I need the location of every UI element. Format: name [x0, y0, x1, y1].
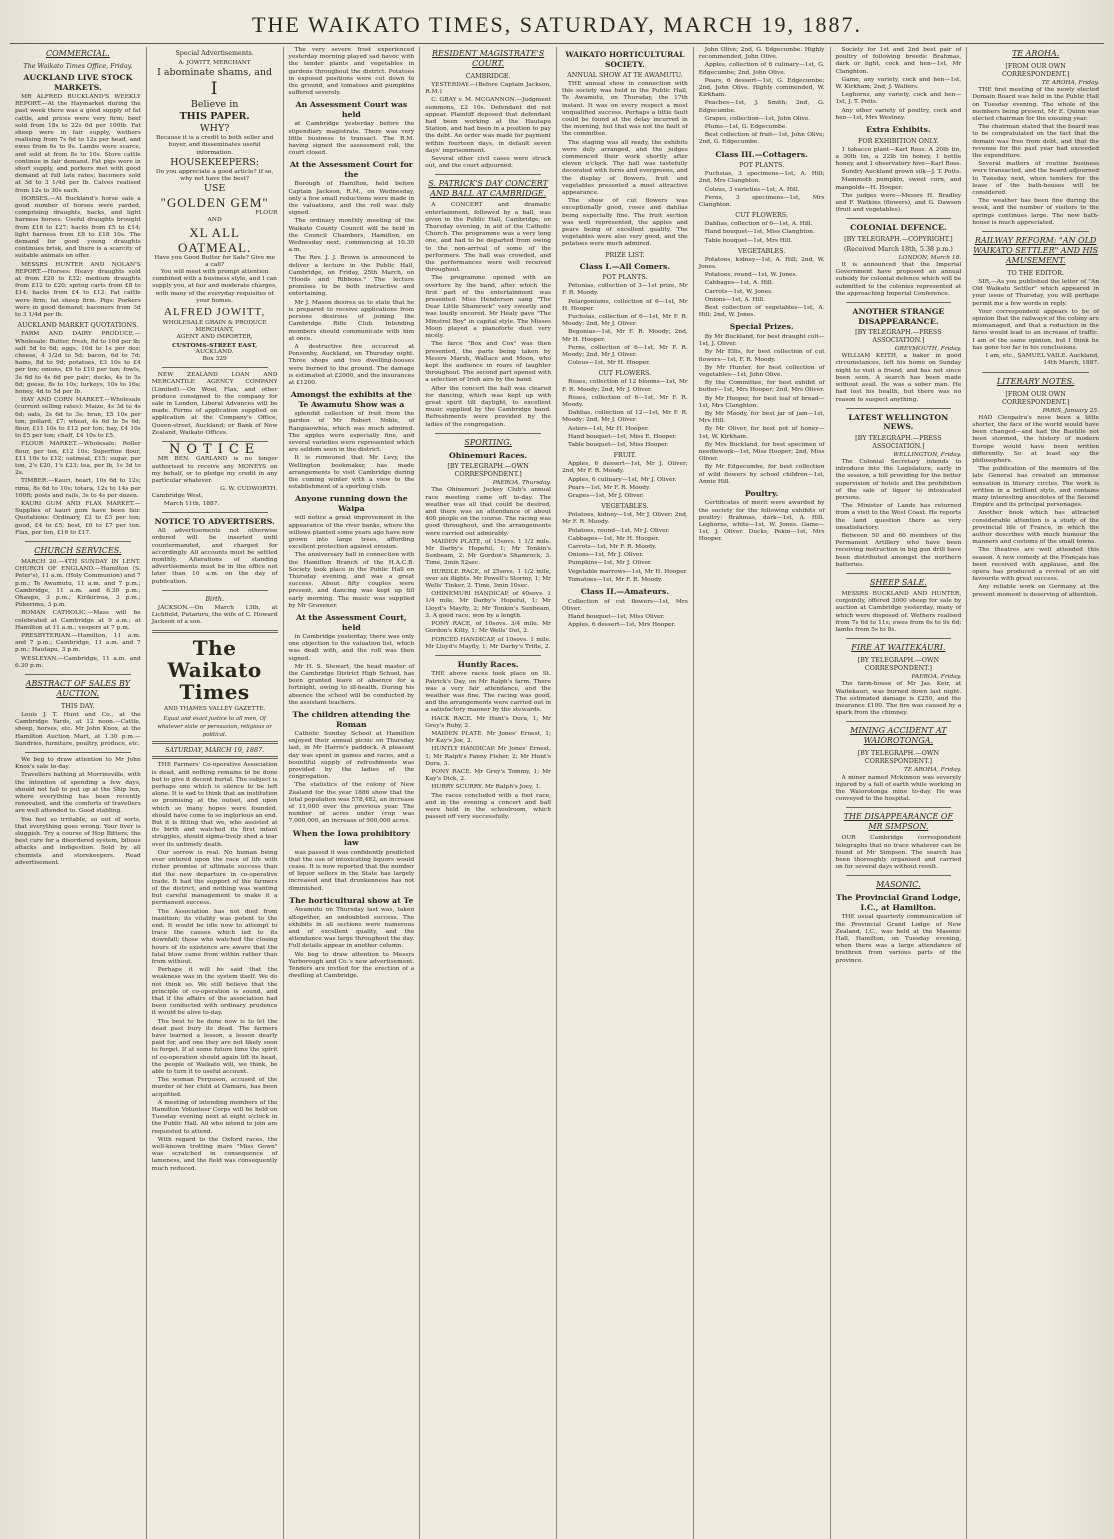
paragraph: The statistics of the colony of New Zealand for the year 1886 show that the total population was 578,482, an increase of 11,000 over the previous year. The number of acres under crop was 7,000,000, an increase of 500,000 acres. [288, 782, 415, 825]
divider [162, 512, 268, 513]
section-heading: THE DISAPPEARANCE OF MR SIMPSON. [843, 812, 954, 832]
paragraph: MESSRS HUNTER AND NOLAN'S REPORT.—Horses: Heavy draughts sold at from £20 to £32; medium draughts from £12 to £20; spring carts from £8 to £14; hacks from £4 to £12. Fat cattle were firm; fat sheep firm. Pigs: Porkers were in good demand; baconers from 3d to 3 1/4d per lb. [15, 261, 141, 319]
paragraph: Perhaps it will be said that the weakness was in the system itself. We do not think so. We still believe that the principle of co-operation is sound, and that if the affairs of the association had been conducted with ordinary prudence it would be alive to-day. [151, 967, 278, 1017]
ad-product: XL ALL OATMEAL. [177, 224, 252, 255]
dateline: WELLINGTON, Friday. [893, 451, 962, 458]
paragraph: Louis J. T. Hunt and Co., at the Cambridge Yards, at 12 noon.—Cattle, sheep, horses, etc. Mr John Knox, at the Hamilton Auction Mart, at 1.30 p.m.—Sundries, furniture, poultry, produce, etc. [15, 712, 141, 747]
divider [846, 408, 952, 409]
divider [152, 756, 278, 759]
prize-entry: Apples, 6 culinary—1st, Mr J. Oliver. [568, 476, 677, 483]
paragraph: Mr J. Mason desires us to state that he is prepared to receive applications from persons desirous of joining the Cambridge Rifle Club. Intending members should communicate with him at once. [288, 299, 415, 342]
ad-line: CUSTOMS-STREET EAST, [172, 341, 258, 349]
telegraph-tag: [BY TELEGRAPH.—COPYRIGHT.] [844, 234, 953, 243]
paragraph: I am, etc., SAMUEL VAILE. Auckland, 14th March, 1887. [985, 353, 1099, 367]
paragraph: OHINEMURI HANDICAP, of 40sovs. 1 1/4 mile. Mr Darby's Hopeful, 1; Mr Lloyd's Mayfly, 2; Mr Tonkin's Sunbeam, 3. A good race; won by a length. [425, 591, 551, 619]
column-4 [420, 47, 557, 1539]
masthead: THE WAIKATO TIMES, SATURDAY, MARCH 19, 1887. [10, 8, 1104, 44]
divider [846, 302, 952, 303]
section-heading: FIRE AT WAITEKAURI. [851, 643, 946, 653]
prize-entry: Roses, collection of 6—1st, Mr F. R. Moody. [562, 394, 688, 409]
paragraph: The farce "Box and Cox" was then presented, the parts being taken by Messrs Marsh, Wallace and Moon, who kept the audience in roars of laughter throughout. The second part opened with a selection of Irish airs by the band. [425, 341, 551, 384]
ad-line: AND [207, 217, 222, 224]
paragraph: Borough of Hamilton, held before Captain Jackson, R.M., on Wednesday, only a few small reductions were made in the valuations, and the roll was duly signed. [288, 181, 415, 217]
paragraph: Any reliable work on Germany at the present moment is deserving of attention. [972, 584, 1099, 598]
divider [435, 433, 541, 434]
news-heading: The children attending the Roman [292, 710, 411, 729]
section-heading: SHEEP SALE. [869, 577, 927, 587]
paragraph: The best to be done now is to let the dead past bury its dead. The farmers have learned a lesson, a lesson dearly paid for, and one they are not likely soon to forget. If at some future time the spirit of co-operation should again lift its head, the people of Waikato will, we think, be able to turn it to useful account. [151, 1018, 278, 1075]
paragraph: ROMAN CATHOLIC.—Mass will be celebrated at Cambridge at 9 a.m.; at Hamilton at 11 a.m.; vespers at 7 p.m. [15, 610, 141, 631]
news-heading: At the Assessment Court for the [289, 160, 413, 179]
article-heading: The Provincial Grand Lodge, I.C., at Hamilton. [835, 893, 961, 912]
subheading: PRIZE LIST. [605, 250, 645, 259]
paragraph: C. GRAY v. M. MCGANNON.—Judgment summons, £2 10s. Defendant did not appear. Plaintiff deposed that defendant had been working at the Hautapu Station, and had been in a position to pay the debt. An order was made for payment within fourteen days, in default seven days' imprisonment. [425, 97, 551, 154]
prize-entry: Best collection of fruit—1st, John Olive; 2nd, G. Edgecumbe. [698, 132, 825, 146]
class-heading: Class III.—Cottagers. [715, 149, 808, 159]
ad-name: A. JOWITT, MERCHANT [178, 60, 251, 66]
prize-entry: Pears—1st, Mr F. R. Moody. [568, 484, 651, 491]
section-heading: COMMERCIAL. [45, 49, 110, 58]
paragraph: SIR,—As you published the letter of "An Old Waikato Settler" which appeared in your issue of Thursday, you will perhaps permit me a few words in reply. [972, 279, 1099, 307]
divider [846, 638, 952, 639]
section-heading: RESIDENT MAGISTRATE'S COURT. [432, 49, 545, 68]
paragraph: MESSRS BUCKLAND AND HUNTER, conjointly, offered 3000 sheep for sale by auction at Cambridge yesterday, many of which were disposed of. Wethers realised from 7s 6d to 11s; ewes from 6s to 9s 6d; lambs from 5s to 8s. [835, 590, 962, 633]
paragraph: splendid collection of fruit from the garden of Mr Robert Noble, of Rangiaowhia, which was much admired. The apples were especially fine, and several varieties were represented which are seldom seen in the district. [288, 411, 415, 454]
prize-entry: Fuchsias, collection of 6—1st, Mr F. R. Moody; 2nd, Mr J. Oliver. [562, 313, 688, 328]
paragraph: We beg to draw attention to Messrs Yarborough and Co.'s new advertisement. Tenders are invited for the erection of a dwelling at Cambridge. [288, 951, 415, 980]
divider [25, 752, 131, 753]
notice-place: Cambridge West, [151, 493, 204, 500]
prize-entry: Potatoes, round—1st, W. Jones. [704, 272, 798, 279]
paragraph: 1 tobacco plant—Karl Ross. A 20lb tin, a 30lb tin, a 22lb tin honey, 1 bottle honey, and 1 observatory hive—Karl Ross. [835, 146, 962, 167]
class-heading: Special Prizes. [729, 322, 794, 332]
paragraph: The races concluded with a foot race, and in the evening a concert and ball were held in the schoolroom, which passed off very successfully. [425, 792, 551, 821]
paragraph: MARCH 20.—4TH SUNDAY IN LENT. CHURCH OF ENGLAND.—Hamilton (S. Peter's), 11 a.m. (Holy Communion) and 7 p.m.; Te Awamutu, 11 a.m. and 7 p.m.; Cambridge, 11 a.m. and 6.30 p.m.; Ohaupo, 3 p.m.; Kirikiriroa, 3 p.m.; Pukerimu, 3 p.m. [15, 558, 141, 609]
telegraph-tag: [BY TELEGRAPH.—OWN CORRESPONDENT.] [447, 462, 529, 479]
prize-entry: Pelargoniums, collection of 6—1st, Mr H. Hooper. [562, 298, 688, 312]
newspaper-title: The Waikato Times [167, 636, 262, 705]
dateline: LONDON, March 18. [898, 254, 962, 261]
column-5 [557, 47, 694, 1539]
prize-entry: Dahlias, collection of 12—1st, Mr F. R. Moody; 2nd, Mr J. Oliver. [562, 410, 688, 424]
divider [846, 721, 952, 722]
telegraph-tag: [FROM OUR OWN CORRESPONDENT.] [1002, 62, 1070, 78]
paragraph: Another book which has attracted considerable attention is a study of the provincial life of France, in which the author describes with much humour the manners and customs of the small towns. [972, 510, 1099, 546]
paragraph: Travellers bathing at Morrinsville, with the intention of spending a few days, should not fail to put up at the Ship Inn, where everything has been recently renovated, and the comforts of travellers are well attended to. Good stabling. [15, 772, 141, 815]
paragraph: It is announced that the Imperial Government have proposed an annual subsidy for colonial defence which will be submitted to the colonies represented at the approaching Imperial Conference. [835, 262, 962, 297]
subheading: FOR EXHIBITION ONLY. [857, 136, 939, 145]
prize-entry: Apples, collection of 6 culinary—1st, G. Edgecumbe; 2nd, John Olive. [698, 62, 825, 76]
paragraph: A meeting of intending members of the Hamilton Volunteer Corps will be held on Tuesday evening next at eight o'clock in the Public Hall. All who intend to join are requested to attend. [151, 1099, 278, 1135]
paragraph: PONY RACE. Mr Grey's Tommy, 1; Mr Kay's Dick, 2. [425, 769, 551, 783]
dateline: GREYMOUTH, Friday. [894, 346, 962, 353]
prize-entry: Fuchsias, 3 specimens—1st, A. Hill; 2nd, Mrs Clanghton. [698, 171, 825, 185]
telegraph-tag: [BY TELEGRAPH.—OWN CORRESPONDENT.] [857, 749, 940, 766]
paragraph: The anniversary ball in connection with the Hamilton Branch of the H.A.C.B. Society took place in the Public Hall on Thursday evening, and was a great success. About fifty couples were present, and dancing was kept up till early morning. The music was supplied by Mr Gravener. [288, 552, 415, 609]
notice-date: March 11th, 1887. [163, 500, 220, 507]
paragraph: The staging was all ready, the exhibits were duly arranged, and the judges commenced their work shortly after eleven o'clock. The hall was tastefully decorated with ferns and evergreens, and the display of flowers, fruit and vegetables presented a most attractive appearance. [562, 139, 688, 197]
paragraph: The Rev. J. J. Brown is announced to deliver a lecture in the Public Hall, Cambridge, on Friday, 25th March, on "Hoods and Ribbons." The lecture promises to be both instructive and entertaining. [288, 255, 415, 298]
divider [846, 807, 952, 808]
telegraph-tag: [BY TELEGRAPH.—PRESS ASSOCIATION.] [855, 433, 942, 450]
prize-entry: Game, any variety, cock and hen—1st, W. Kirkham; 2nd, J. Walters. [835, 76, 962, 91]
paragraph: The Ohinemuri Jockey Club's annual race meeting came off to-day. The weather was all that could be desired, and there was an attendance of about 400 people on the course. The racing was good throughout, and the arrangements were carried out admirably. [425, 487, 551, 537]
paragraph: Our sorrow is real. No human being ever entered upon the race of life with richer promise of ultimate success than did the new departure in co-operative trade. It had the support of the farmers of the district, and nothing was wanting but careful management to make it a permanent success. [151, 849, 278, 907]
paragraph: WESLEYAN.—Cambridge, 11 a.m. and 6.30 p.m. [15, 655, 141, 669]
section-heading: S. PATRICK'S DAY CONCERT AND BALL AT CAMBRIDGE. [428, 179, 548, 199]
paragraph: HUNTLY HANDICAP. Mr Jones' Ernest, 1; Mr Ralph's Fanny Fisher, 2; Mr Hunt's Dora, 3. [425, 746, 551, 767]
prize-entry: Grapes, collection—1st, John Olive. [704, 115, 811, 122]
paragraph: Catholic Sunday School at Hamilton enjoyed their annual picnic on Thursday last, in Mr Harris's paddock. A pleasant day was spent in games and races, and a bountiful supply of refreshments was provided by the ladies of the congregation. [288, 731, 415, 781]
subheading: THIS DAY. [61, 702, 95, 711]
paragraph: The weather has been fine during the week, and the number of visitors to the springs continues large. The new bath-house is much appreciated. [972, 198, 1099, 226]
ad-name: ALFRED JOWITT, [164, 306, 266, 319]
paragraph: HACK RACE. Mr Hunt's Dora, 1; Mr Grey's Ruby, 2. [425, 715, 551, 729]
paragraph: The Minister of Lands has returned from a visit to the West Coast. He reports the land question there as very unsatisfactory. [835, 503, 962, 531]
subheading: Birth. [205, 594, 224, 603]
prize-entry: Tomatoes—1st, Mr F. R. Moody. [568, 576, 663, 583]
paragraph: PRESBYTERIAN.—Hamilton, 11 a.m. and 7 p.m.; Cambridge, 11 a.m. and 7 p.m.; Hautapu, 3 p.m. [15, 633, 141, 654]
prize-entry: By Mr Edgecumbe, for best collection of wild flowers by school children—1st, Annie Hill. [698, 464, 825, 485]
paragraph: Your correspondent appears to be of opinion that the railways of the colony are mismanaged, and that a reduction in the fares would lead to an increase of traffic. I am of the same opinion, but I think he has gone too far in his conclusions. [972, 308, 1099, 351]
ad-line: WHY? [199, 123, 230, 135]
column-8 [967, 47, 1104, 1539]
paragraph: The judges were—Messrs H. Bradley and F. Watkins (flowers), and G. Dawson (fruit and vegetables). [835, 192, 962, 214]
column-6 [694, 47, 831, 1539]
telegraph-tag: (Received March 18th, 5.38 p.m.) [843, 244, 953, 253]
prize-entry: Pears, 6 dessert—1st, G. Edgecumbe; 2nd, John Olive. Highly commended, W. Kirkham. [698, 77, 825, 99]
divider [25, 674, 131, 675]
prize-entry: Potatoes, kidney—1st, A. Hill; 2nd, W. Jones. [698, 256, 825, 270]
paragraph: MR ALFRED BUCKLAND'S WEEKLY REPORT.—At the Haymarket during the past week there was a good supply of fat cattle, and prices were very firm; beef sold from 18s to 22s 6d per 100lb. Fat sheep were in fair supply, wethers realising from 7s 6d to 12s per head, and ewes from 6s to 9s. Lambs were scarce, and sold at from 8s to 10s. Store cattle continue in fair demand. Fat pigs were in short supply, and porkers met with good demand at full late rates; baconers sold at 3d to 3 1/4d per lb. Calves realised from 12s to 30s each. [15, 94, 141, 194]
subheading: VEGETABLES. [737, 246, 786, 255]
dateline: TE AROHA, Friday. [904, 767, 962, 774]
paragraph: OUR Cambridge correspondent telegraphs that no trace whatever can be found of Mr Simpson. The search has been thoroughly organised and carried on for several days without result. [835, 835, 962, 871]
paragraph: You feel so irritable, so out of sorts, that everything goes wrong. Your liver is sluggish. Try a course of Hop Bitters; the best cure for a disordered system, bilious attacks and indigestion. Sold by all chemists and storekeepers. Read advertisement. [15, 816, 141, 866]
paragraph: Several other civil cases were struck out, and the court adjourned. [425, 156, 551, 170]
paragraph: FARM AND DAIRY PRODUCE.—Wholesale: Butter, fresh, 8d to 10d per lb; salt 5d to 6d; eggs, 10d to 1s per doz; cheese, 4 1/2d to 5d; bacon, 6d to 7d; hams, 8d to 9d; potatoes, £3 10s to £4 per ton; onions, £9 to £10 per ton; fowls, 3s 6d to 4s 6d per pair; ducks, 4s to 5s 6d; geese, 8s to 10s; turkeys, 10s to 16s; honey, 4d to 5d per lb. [15, 331, 141, 395]
article-heading: ANOTHER STRANGE DISAPPEARANCE. [852, 307, 945, 326]
prize-entry: Carrots—1st, W. Jones. [704, 288, 773, 295]
ad-text: You will meet with prompt attention combined with a business style, and I can supply you, at fair and moderate charges, with many of the everyday requisites of your homes. [152, 269, 278, 304]
news-heading: When the Iowa prohibitory law [292, 828, 411, 848]
section-heading: LITERARY NOTES. [996, 376, 1075, 386]
ad-line: USE [203, 183, 226, 195]
paragraph: The Colonial Secretary intends to introduce into the Legislature, early in the session, a bill providing for the better supervision of hotels and the prohibition of the sale of liquor to intoxicated persons. [835, 458, 962, 501]
paragraph: The farm-house of Mr Jas. Keir, at Waitekauri, was burned down last night. The estimated damage is £250, and the insurance £100. The fire was caused by a spark from the chimney. [835, 681, 962, 717]
divider [162, 590, 268, 591]
prize-entry: Leghorns, any variety, cock and hen—1st, J. T. Potts. [835, 92, 962, 106]
divider [846, 218, 952, 219]
paragraph: was passed it was confidently predicted that the use of intoxicating liquors would cease. It is now reported that the number of liquor sellers in the State has largely increased and that drunkenness has not diminished. [288, 849, 415, 892]
ad-text: Because it is a credit to both seller and buyer, and disseminates useful information. [156, 135, 274, 156]
prize-entry: Vegetable marrows—1st, Mr H. Hooper. [568, 568, 688, 575]
prize-entry: Table bouquet—1st, Mrs Hill. [704, 237, 793, 244]
prize-entry: Ferns, collection of 6—1st, Mr F. R. Moody; 2nd, Mr J. Oliver. [562, 344, 688, 358]
ad-product: "GOLDEN GEM" [160, 195, 269, 211]
divider [846, 875, 952, 876]
paragraph: Mammoth pumpkin, sweet corn, and mangolds—H. Hooper. [835, 177, 962, 191]
prize-entry: Hand bouquet—1st, Miss E. Hooper. [568, 433, 677, 440]
newspaper-motto: Equal and exact justice to all men, Of whatever state or persuasion, religious or political. [157, 716, 272, 739]
prize-entry: Plums—1st, G. Edgecumbe. [704, 124, 788, 131]
paragraph: Mr H. S. Stewart, the head master of the Cambridge District High School, has been granted leave of absence for a fortnight, owing to ill-health. During his absence the school will be conducted by the assistant teachers. [288, 663, 415, 706]
subheading: CUT FLOWERS. [735, 211, 788, 220]
paragraph: NEW ZEALAND LOAN AND MERCANTILE AGENCY COMPANY (Limited).—On Wool, Flax, and other produce consigned to the company for sale in London, Liberal Advances will be made. Forms of application supplied on application at the Company's Office, Queen-street, Auckland; or Bank of New Zealand, Waikato Offices. [151, 372, 278, 436]
paragraph: KAURI GUM AND FLAX MARKET.—Supplies of kauri gum have been fair. Quotations: Ordinary, £2 to £3 per ton; good, £4 to £5; best, £6 to £7 per ton. Flax, per ton, £16 to £17. [15, 500, 141, 536]
subheading: ANNUAL SHOW AT TE AWAMUTU. [567, 71, 683, 79]
article-heading: Huntly Races. [457, 659, 519, 669]
paragraph: JACKSON.—On March 13th, at Lichfield, Putaruru, the wife of C. Howard Jackson of a son. [151, 604, 278, 626]
ad-text: Have you Good Butter for Sale? Give me a call? [154, 254, 276, 268]
prize-entry: Carrots—1st, Mr F. R. Moody. [568, 544, 657, 551]
subheading: FRUIT. [613, 451, 637, 460]
subheading: VEGETABLES. [601, 502, 649, 511]
prize-entry: Pumpkins—1st, Mr J. Oliver. [568, 560, 652, 567]
paragraph: The ordinary monthly meeting of the Waikato County Council will be held in the Council Chambers, Hamilton, on Wednesday next, commencing at 10.30 a.m. [288, 218, 415, 254]
paragraph: HORSES.—At Buckland's horse sale a good number of horses were yarded, comprising draughts, hacks, and light harness horses. Useful draughts brought from £16 to £27; hacks from £5 to £14; light harness from £8 to £18 10s. The demand for good young draughts continues brisk, and there is a scarcity of suitable animals on offer. [15, 195, 141, 260]
paragraph: The show of cut flowers was exceptionally good, roses and dahlias being especially fine. The fruit section was well represented, the apples and pears being of excellent quality. The vegetables were also very good, and the potatoes were much admired. [562, 198, 688, 248]
class-heading: Class I.—All Comers. [579, 261, 671, 271]
paragraph: The programme opened with an overture by the band, after which the first part of the entertainment was presented. Miss Henderson sang "The Dear Little Shamrock" very sweetly and was loudly encored. Mr Healy gave "The Minstrel Boy" in capital style. The Misses Moon played a pianoforte duet very nicely. [425, 275, 551, 340]
paragraph: HAD Cleopatra's nose been a little shorter, the face of the world would have been changed—and had the Bastille not been stormed, the history of modern Europe would have been written differently. So at least say the philosophers. [972, 414, 1099, 464]
paragraph: The woman Ferguson, accused of the murder of her child at Oamaru, has been acquitted. [151, 1077, 278, 1098]
paragraph: It is rumoured that Mr Levy, the Wellington bookmaker, has made arrangements to visit Cambridge during the coming winter with a view to the establishment of a sporting club. [288, 455, 415, 491]
dateline: PAEROA, Friday. [911, 674, 962, 681]
prize-entry: By Mr Moody, for best jar of jam—1st, Mrs Hill. [698, 410, 825, 425]
issue-date: SATURDAY, MARCH 19, 1887. [165, 746, 265, 755]
section-heading: ABSTRACT OF SALES BY AUCTION. [25, 679, 131, 699]
paragraph: THE annual show in connection with this society was held in the Public Hall, Te Awamutu, on Thursday, the 17th instant. It was on every respect a most unqualified success. Perhaps a little fault could be found at the delay incurred in the morning, but that was not the fault of the committee. [562, 81, 688, 138]
prize-entry: Cabbages—1st, Mr H. Hooper. [568, 535, 660, 542]
paragraph: in Cambridge yesterday, there was only one objection to the valuation list, which was dealt with, and the roll was then signed. [288, 634, 415, 662]
section-heading: MASONIC. [876, 880, 921, 890]
ad-text: Do you appreciate a good article? If so, why not have the best? [155, 168, 274, 183]
ad-line: HOUSEKEEPERS: [170, 156, 259, 168]
paragraph: The Association has not died from inanition; its vitality was potent to the end. It would be idle now to attempt to trace the causes which led to its downfall; those who watched the closing hours of its existence are aware that the fatal blow came from within rather than from without. [151, 908, 278, 965]
ad-line: WHOLESALE GRAIN & PRODUCE MERCHANT, [162, 320, 267, 334]
news-heading: An Assessment Court was held [295, 100, 408, 119]
news-heading: At the Assessment Court, held [296, 613, 407, 632]
columns [10, 47, 1104, 1539]
prize-entry: Dahlias, collection of 6—1st, A. Hill. [704, 221, 813, 228]
prize-entry: Coleus—1st, Mr H. Hooper. [568, 360, 651, 367]
paragraph: THE Farmers' Co-operative Association is dead, and nothing remains to be done but to give it decent burial. The subject is perhaps one which is silence to be left alone. It is sad to think that an institution so promising at the outset, and upon which so many hopes were founded, should have come to so inglorious an end. But it is fitting that we, who assisted at its birth and watched its first infant struggles, should sigma-tively shed a tear over its untimely death. [151, 762, 278, 848]
divider [152, 630, 278, 633]
paragraph: HURDLE RACE, of 25sovs. 1 1/2 mile, over six flights. Mr Powell's Stormy, 1; Mr Wells' Tinker, 2. Time, 3min 10sec. [425, 568, 551, 590]
advertisement-jowitt [152, 60, 278, 363]
paragraph: WILLIAM KEITH, a baker in good circumstances, left his home on Sunday night to visit a friend, and has not since been seen. A search has been made without avail. He was a sober man. He had lost his health, but there was no reason to suspect anything. [835, 353, 962, 403]
class-heading: Class II.—Amateurs. [580, 587, 670, 597]
prize-entry: By Mr Hunter, for best collection of vegetables—1st, John Olive. [698, 364, 825, 378]
ad-line: FLOUR [255, 210, 278, 217]
subheading: AUCKLAND MARKET QUOTATIONS. [17, 321, 139, 330]
subheading: POT PLANTS. [602, 273, 648, 282]
prize-entry: By Mr Buckland, for best draught colt—1st, J. Oliver. [698, 333, 825, 348]
prize-entry: Cabbages—1st, A. Hill. [704, 280, 774, 287]
column-3 [284, 47, 421, 1539]
paragraph: A miner named Mckinnon was severely injured by a fall of earth while working in the Waiorotonga mine to-day. He was conveyed to the hospital. [835, 774, 962, 803]
prize-entry: Roses, collection of 12 blooms—1st, Mr F. R. Moody; 2nd, Mr J. Oliver. [562, 379, 688, 393]
dateline: PAEROA, Thursday. [492, 480, 551, 487]
paragraph: All advertisements not otherwise ordered will be inserted until countermanded, and charged for accordingly. All accounts must be settled monthly. Alterations of standing advertisements must be in the office not later than 10 a.m. on the day of publication. [151, 528, 278, 585]
ad-big-letter: I [210, 79, 219, 100]
paragraph: HAY AND CORN MARKET.—Wholesale (current selling rates): Maize, 4s 3d to 4s 6d; oats, 2s 6d to 3s; bran, £5 10s per ton; pollard, £7; wheat, 4s 6d to 5s 6d; flour, £11 10s to £12 per ton; hay, £4 10s to £5 per ton; chaff, £4 10s to £5. [15, 397, 141, 440]
paragraph: HURRY SCURRY. Mr Ralph's Joey, 1. [431, 784, 541, 791]
paragraph: MR BEN. GARLAND is no longer authorised to receive any MONEYS on my behalf, or to pledge my credit in any particular whatever. [151, 456, 278, 484]
article-heading: NOTICE TO ADVERTISERS. [154, 516, 275, 526]
paragraph: The theatres are well attended this season. A new comedy at the Français has been received with applause, and the opera has produced a revival of an old favourite with great success. [972, 547, 1099, 583]
article-heading: Ohinemuri Races. [448, 450, 528, 460]
dateline: PARIS, January 25. [1042, 407, 1099, 414]
prize-entry: Petunias, collection of 3—1st prize, Mr F. R. Moody. [562, 283, 688, 297]
divider [982, 231, 1089, 232]
section-heading: MINING ACCIDENT AT WAIOROTONGA. [850, 726, 947, 746]
prize-entry: Apples, 6 dessert—1st, Mrs Hooper. [568, 622, 676, 629]
paragraph: THE usual quarterly communication of the Provincial Grand Lodge of New Zealand, I.C., was held at the Masonic Hall, Hamilton, on Tuesday evening, when there was a large attendance of brethren from various parts of the province. [835, 914, 962, 964]
prize-entry: Society for 1st and 2nd best pair of poultry of following breeds: Brahmas, dark or light, cock and hen—1st, Mr Clanghton. [835, 47, 962, 75]
prize-entry: By Mr Ellis, for best collection of cut flowers—1st, F. R. Moody. [698, 349, 825, 363]
section-heading: TE AROHA. [1011, 49, 1060, 58]
section-heading: CHURCH SERVICES. [34, 545, 122, 555]
subheading: CAMBRIDGE. [465, 72, 511, 80]
news-heading: Amongst the exhibits at the Te Awamutu Show was a [290, 390, 412, 409]
prize-entry: Hand bouquet—1st, Miss Clanghton. [704, 229, 815, 236]
subheading: TO THE EDITOR. [1007, 269, 1064, 278]
prize-entry: Onions—1st, A. Hill. [704, 296, 766, 303]
paragraph: will notice a great improvement in the appearance of the river banks, where the willows planted some years ago have now grown into large trees, affording excellent protection against erosion. [288, 515, 415, 551]
prize-entry: Ferns, 3 specimens—1st, Mrs Clanghton. [698, 194, 825, 208]
ad-line: AGENT AND IMPORTER, [176, 334, 253, 341]
prize-entry: Asters—1st, Mr H. Hooper. [568, 425, 649, 432]
prize-entry: Best collection of vegetables—1st, A. Hill; 2nd, W. Jones. [698, 304, 825, 319]
news-heading: The horticultural show at Te [289, 895, 414, 905]
paragraph: The chairman stated that the board was to be congratulated on the fact that the domain was free from debt, and that the revenue for the past year had exceeded the expenditure. [972, 124, 1099, 160]
telegraph-tag: [FROM OUR OWN CORRESPONDENT.] [1002, 389, 1070, 406]
paragraph: Sundry Auckland grown silk—J. T. Potts. [841, 169, 962, 176]
paragraph: THE above races took place on St. Patrick's Day, on Mr Ralph's farm. There was a very fair attendance, and the weather was fine. The racing was good, and the arrangements were carried out in a satisfactory manner by the stewards. [425, 671, 551, 714]
column-2 [147, 47, 284, 1539]
prize-entry: Collection of cut flowers—1st, Mrs Oliver. [562, 598, 688, 612]
paragraph: The publication of the memoirs of the late General has created an immense sensation in literary circles. The work is written in a brilliant style, and contains many interesting anecdotes of the Second Empire and its principal personages. [972, 466, 1099, 509]
paragraph: Awamutu on Thursday last was, taken altogether, an undoubted success. The exhibits in all sections were numerous and of excellent quality, and the attendance was large throughout the day. Full details appear in another column. [288, 907, 415, 950]
column-1 [10, 47, 147, 1539]
paragraph: FORCED HANDICAP, of 10sovs. 1 mile. Mr Lloyd's Mayfly, 1; Mr Darby's Trifle, 2. [425, 636, 551, 650]
article-heading: WAIKATO HORTICULTURAL SOCIETY. [565, 50, 685, 69]
ad-line: Box 329 [202, 356, 227, 363]
prize-entry: Grapes—1st, Mr J. Oliver. [568, 493, 644, 500]
newspaper-subtitle: AND THAMES VALLEY GAZETTE. [163, 706, 266, 713]
section-heading: Special Advertisements. [175, 49, 254, 57]
paragraph: We beg to draw attention to Mr John Knox's sale to-day. [15, 757, 141, 771]
paragraph: With regard to the Oxford races, the well-known trotting mare "Miss Gown" was scratched in consequence of lameness, and the field was consequently much reduced. [151, 1136, 278, 1172]
paragraph: YESTERDAY.—(Before Captain Jackson, R.M.) [425, 82, 551, 96]
paragraph: THE first meeting of the newly elected Domain Board was held in the Public Hall on Tuesday evening. The whole of the members being present, Mr E. Quinn was elected chairman for the ensuing year. [972, 87, 1099, 123]
prize-entry: Potatoes, round—1st, Mr J. Oliver. [568, 527, 670, 534]
article-heading: Extra Exhibits. [866, 125, 931, 135]
ad-line: I abominate shams, and [157, 67, 273, 79]
prize-entry: Apples, 6 dessert—1st, Mr J. Oliver; 2nd, Mr F. R. Moody. [562, 461, 688, 475]
subheading: POT PLANTS. [739, 161, 785, 170]
dateline: TE AROHA, Friday. [1041, 80, 1099, 86]
prize-entry: Onions—1st, Mr J. Oliver. [568, 552, 644, 559]
notice-heading: NOTICE [168, 442, 261, 458]
divider [846, 573, 952, 574]
section-heading: RAILWAY REFORM: "AN OLD WAIKATO SETTLER" AND HIS AMUSEMENT. [973, 236, 1099, 266]
prize-entry: By Mr Hooper, for best loaf of bread—1st, Mrs Clanghton. [698, 395, 825, 409]
telegraph-tag: [BY TELEGRAPH.—PRESS ASSOCIATION.] [855, 328, 942, 345]
article-heading: LATEST WELLINGTON NEWS. [848, 412, 949, 432]
news-heading: Anyone running down the Waipa [295, 494, 408, 513]
ad-line: THIS PAPER. [179, 111, 250, 123]
prize-entry: Peaches—1st, J. Smith; 2nd, G. Edgecumbe. [698, 100, 825, 114]
paragraph: at Cambridge yesterday before the stipendiary magistrate. There was very little business to transact. The R.M. having signed the assessment roll, the court closed. [288, 121, 415, 157]
paragraph: TIMBER.—Kauri, heart, 10s 6d to 12s; rimu, 8s 6d to 10s; totara, 12s to 14s per 100ft; posts and rails, 3s to 4s per dozen. [15, 478, 141, 499]
divider [435, 655, 541, 656]
paragraph: A destructive fire occurred at Ponsonby, Auckland, on Thursday night. Three shops and two dwelling-houses were burned to the ground. The damage is estimated at £2000, and the insurances at £1200. [288, 343, 415, 386]
paragraph: MAIDEN PLATE. Mr Jones' Ernest, 1; Mr Kay's Joe, 2. [425, 731, 551, 745]
prize-entry: Certificates of merit were awarded by the society for the following exhibits of poultry: Brahmas, dark—1st, A. Hill. Leghorns, white—1st, W. Jones. Game—1st, J. Oliver. Ducks, Pekin—1st, Mrs Hooper. [698, 500, 825, 543]
paragraph: The very severe frost experienced yesterday morning played sad havoc with the tender plants and vegetables in gardens throughout the district. Potatoes in exposed positions were cut down to the ground, and tomatoes and pumpkins suffered severely. [288, 47, 415, 97]
telegraph-tag: [BY TELEGRAPH.—OWN CORRESPONDENT.] [857, 656, 940, 673]
divider [25, 541, 131, 542]
divider [982, 372, 1089, 373]
prize-entry: By Mrs Buckland, for best specimen of needlework—1st, Miss Hooper; 2nd, Miss Oliver. [698, 441, 825, 463]
divider [435, 174, 541, 175]
prize-entry: Begonias—1st, Mr F. R. Moody; 2nd, Mr H. Hooper. [562, 329, 688, 343]
divider [162, 367, 268, 368]
paragraph: MAIDEN PLATE, of 15sovs. 1 1/2 mile. Mr Darby's Hopeful, 1; Mr Tonkin's Sunbeam, 2; Mr Gordon's Shamrock, 3. Time, 2min 52sec. [425, 538, 551, 567]
section-heading: SPORTING. [464, 437, 512, 447]
prize-entry: Hand bouquet—1st, Miss Oliver. [568, 613, 665, 620]
paragraph: FLOUR MARKET.—Wholesale: Roller flour, per ton, £12 10s; Superfine flour, £11 10s to £12; oatmeal, £15; sugar, per ton, 2's £20, 1's £23; tea, per lb, 1s 3d to 2s. [15, 441, 141, 477]
article-heading: AUCKLAND LIVE STOCK MARKETS. [23, 73, 133, 92]
prize-entry: Table bouquet—1st, Miss Hooper. [568, 442, 669, 449]
paragraph: After the concert the hall was cleared for dancing, which was kept up with great spirit till daylight, to excellent music supplied by the Cambridge band. Refreshments were provided by the ladies of the congregation. [425, 385, 551, 428]
prize-entry: Any other variety of poultry, cock and hen—1st, Mrs Westney. [835, 107, 962, 121]
prize-entry: Coleus, 3 varieties—1st, A. Hill. [704, 186, 800, 193]
paragraph: A CONCERT and dramatic entertainment, followed by a ball, was given in the Public Hall, Cambridge, on Thursday evening, in aid of the Catholic Church. The programme was a very long one, and had to be departed from owing to the non-arrival of some of the performers. The hall was crowded, and the performances were well received throughout. [425, 202, 551, 274]
prize-entry: Potatoes, kidney—1st, Mr J. Oliver; 2nd, Mr F. R. Moody. [562, 512, 688, 526]
paragraph: Several matters of routine business were transacted, and the board adjourned to Tuesday next, when tenders for the lease of the bath-houses will be considered. [972, 161, 1099, 197]
prize-entry: By Mr Oliver, for best pot of honey—1st, W. Kirkham. [698, 426, 825, 440]
divider [152, 741, 278, 744]
dateline: The Waikato Times Office, Friday. [23, 62, 133, 70]
subheading: CUT FLOWERS. [598, 369, 652, 378]
paragraph: Between 50 and 60 members of the Permanent Artillery who have been receiving instruction in big gun drill have been distributed amongst the northern batteries. [835, 532, 962, 568]
paragraph: PONY RACE, of 10sovs. 3/4 mile. Mr Gordon's Kitty, 1; Mr Wells' Dot, 2. [425, 621, 551, 635]
ad-line: Believe in [190, 99, 239, 111]
prize-entry: By the Committee, for best exhibit of butter—1st, Mrs Hooper; 2nd, Mrs Oliver. [698, 380, 825, 394]
signature: G. W. CUDWORTH. [220, 486, 278, 493]
prize-entry: John Olive; 2nd, G. Edgecumbe. Highly recommended, John Olive. [698, 47, 825, 61]
column-7 [831, 47, 968, 1539]
article-heading: COLONIAL DEFENCE. [850, 223, 947, 233]
ad-line: AUCKLAND. [195, 348, 234, 355]
class-heading: Poultry. [744, 488, 779, 498]
